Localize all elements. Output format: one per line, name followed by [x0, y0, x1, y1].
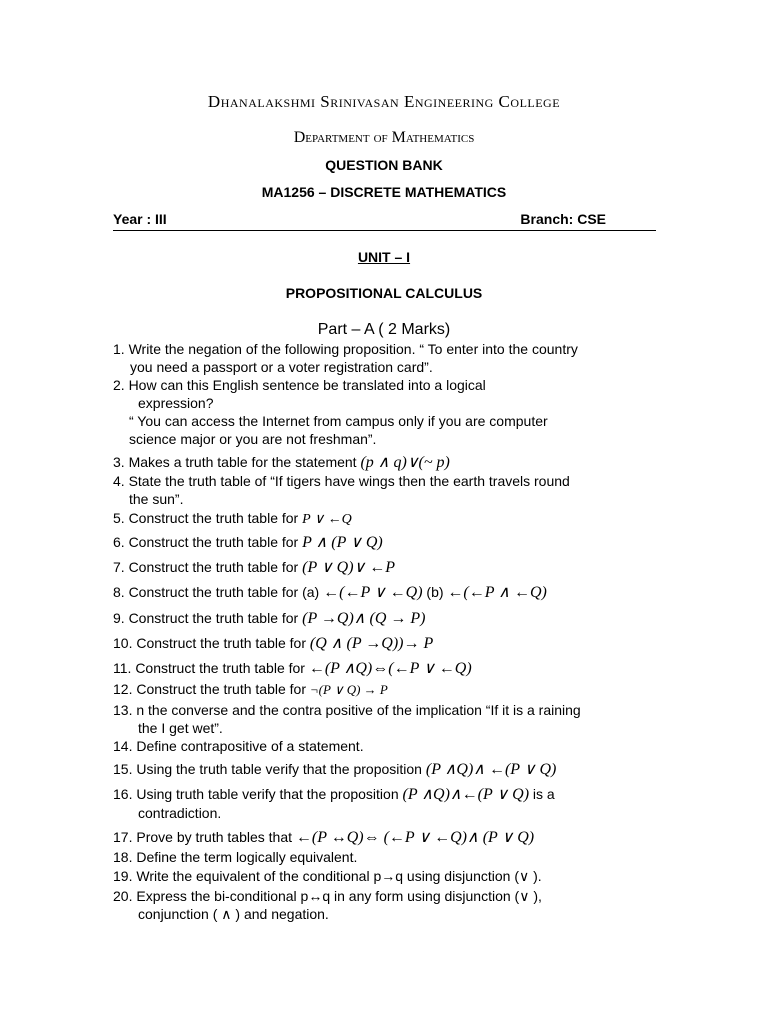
- question-9: [113, 609, 673, 628]
- question-5: [113, 509, 673, 529]
- department-name: Department of Mathematics: [293, 129, 475, 146]
- question-text: 17. Prove by truth tables that: [113, 829, 292, 845]
- question-text: 13. n the converse and the contra positive of the implication “If it is a raining: [113, 702, 581, 718]
- question-3: [113, 453, 673, 472]
- question-7: [113, 558, 673, 577]
- question-text: 2. How can this English sentence be translated into a logical: [113, 377, 486, 393]
- unit-heading: [0, 249, 768, 265]
- question-text-cont: “ You can access the Internet from campus only if you are computer: [129, 413, 548, 429]
- question-text: 19. Write the equivalent of the conditional p→q using disjunction (∨ ).: [113, 868, 542, 884]
- question-text: 12. Construct the truth table for: [113, 681, 306, 697]
- question-text: 20. Express the bi-conditional p↔q in any form using disjunction (∨ ),: [113, 888, 542, 904]
- question-6: [113, 533, 673, 552]
- part-heading: Part – A ( 2 Marks): [317, 321, 451, 338]
- question-text-cont: contradiction.: [138, 805, 222, 821]
- formula: (p ∧ q)∨(~ p): [360, 454, 450, 471]
- year-label: Year : III: [113, 211, 167, 227]
- unit-label: UNIT – I: [357, 249, 411, 265]
- branch-label: Branch: CSE: [520, 211, 606, 227]
- question-text: 5. Construct the truth table for: [113, 510, 299, 526]
- question-18: [113, 848, 673, 866]
- question-text: 9. Construct the truth table for: [113, 610, 299, 626]
- formula: (P ∨ Q)∨ ←P: [302, 559, 395, 576]
- formula: P ∨ ←Q: [302, 512, 352, 527]
- question-text: is a: [532, 786, 555, 802]
- formula: P ∧ (P ∨ Q): [302, 534, 383, 551]
- question-11: [113, 659, 673, 678]
- formula: (P →Q)∧ (Q → P): [302, 610, 426, 627]
- formula: ←(←P ∨ ←Q): [323, 584, 423, 601]
- question-17: [113, 828, 673, 847]
- question-text: 16. Using truth table verify that the proposition: [113, 786, 399, 802]
- question-14: [113, 737, 673, 755]
- question-text: 6. Construct the truth table for: [113, 534, 299, 550]
- question-12: [113, 680, 673, 699]
- question-text-cont: conjunction ( ∧ ) and negation.: [138, 906, 329, 922]
- question-16: [113, 785, 673, 822]
- question-15: [113, 760, 673, 779]
- question-text: 15. Using the truth table verify that the proposition: [113, 761, 422, 777]
- question-text-cont: expression?: [138, 395, 214, 411]
- question-bank-title: QUESTION BANK: [325, 157, 443, 173]
- question-text: (b): [426, 584, 444, 600]
- question-text: 18. Define the term logically equivalent.: [113, 849, 358, 865]
- question-text: 4. State the truth table of “If tigers have wings then the earth travels round: [113, 473, 570, 489]
- question-text-cont: you need a passport or a voter registration card”.: [130, 359, 433, 375]
- year-branch-row: [113, 211, 656, 231]
- question-text: 10. Construct the truth table for: [113, 635, 306, 651]
- question-1: [113, 340, 673, 376]
- question-text-cont: science major or you are not freshman”.: [129, 431, 377, 447]
- question-text: 7. Construct the truth table for: [113, 559, 299, 575]
- question-text-cont: the I get wet”.: [138, 720, 223, 736]
- question-19: [113, 867, 673, 885]
- formula: (P ∧Q)∧ ←(P ∨ Q): [425, 761, 557, 778]
- formula: ←(P ∧Q)⇔(←P ∨ ←Q): [308, 660, 472, 677]
- question-text-cont: the sun”.: [129, 491, 184, 507]
- question-10: [113, 634, 673, 653]
- college-name: Dhanalakshmi Srinivasan Engineering College: [207, 92, 561, 111]
- question-text: 14. Define contrapositive of a statement.: [113, 738, 364, 754]
- question-text: 8. Construct the truth table for (a): [113, 584, 320, 600]
- course-title: MA1256 – DISCRETE MATHEMATICS: [261, 184, 507, 200]
- formula: (Q ∧ (P →Q))→ P: [309, 635, 434, 652]
- question-text: 3. Makes a truth table for the statement: [113, 454, 357, 470]
- question-13: [113, 701, 673, 737]
- question-text: 1. Write the negation of the following proposition. “ To enter into the country: [113, 341, 578, 357]
- formula: (P ∧Q)∧←(P ∨ Q): [402, 786, 530, 803]
- formula: ←(←P ∧ ←Q): [447, 584, 547, 601]
- topic-heading: PROPOSITIONAL CALCULUS: [285, 285, 483, 301]
- question-text: 11. Construct the truth table for: [113, 660, 305, 676]
- question-8: [113, 583, 673, 602]
- question-4: [113, 472, 673, 508]
- question-2: [113, 376, 673, 448]
- formula: ←(P ↔Q)⇔ (←P ∨ ←Q)∧ (P ∨ Q): [295, 829, 535, 846]
- question-20: [113, 887, 673, 923]
- formula: ¬(P ∨ Q) → P: [309, 682, 388, 697]
